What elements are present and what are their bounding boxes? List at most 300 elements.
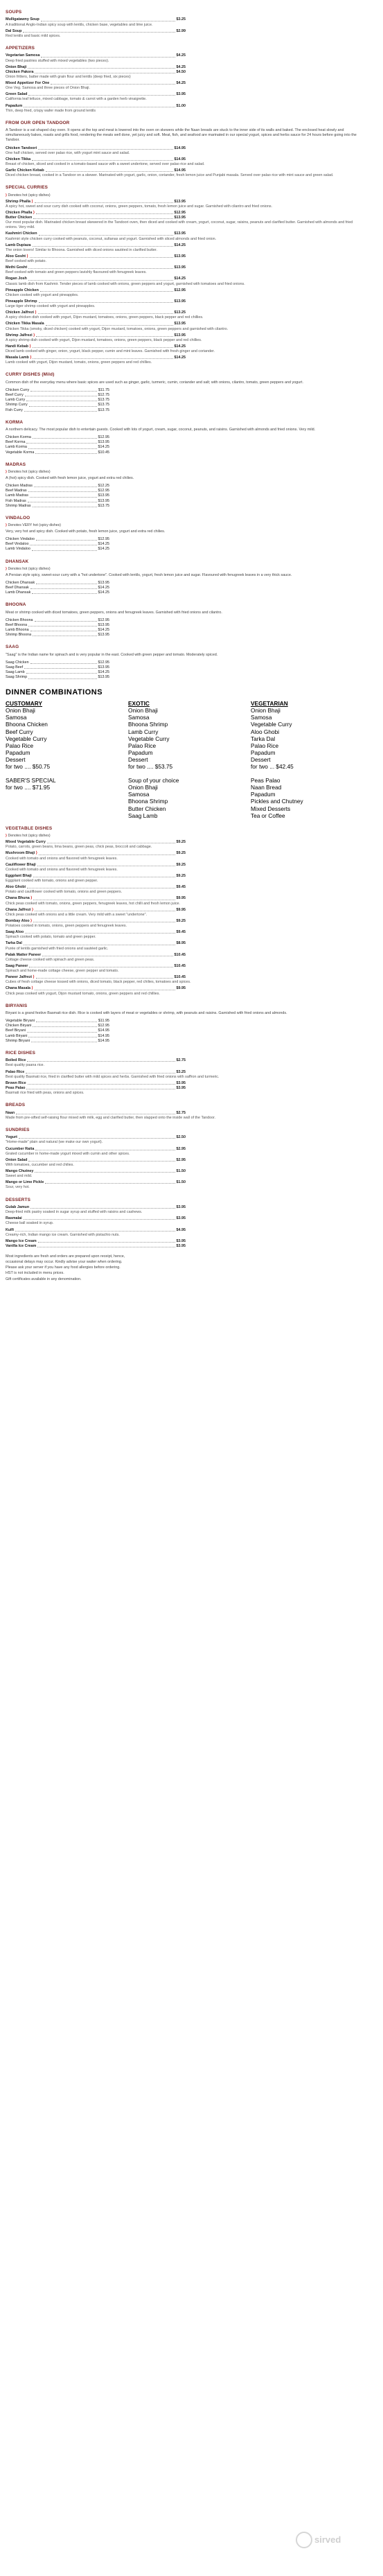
menu-item-name: Chana Jalfrezi [6, 907, 31, 912]
combo-price: for two .... $53.75 [128, 763, 173, 771]
menu-item [6, 299, 186, 304]
price-list [6, 435, 366, 455]
menu-item-name-wrap [6, 919, 32, 924]
menu-item-price: $12.95 [174, 210, 186, 215]
menu-item-name-wrap [6, 908, 33, 913]
section-title: BHOONA [6, 602, 26, 608]
price-list-item [6, 537, 109, 542]
menu-item [6, 200, 186, 204]
menu-item-description: Cooked with tomato and onions and flavored with fenugreek leaves. [6, 856, 118, 861]
combo-item: Samosa [128, 714, 150, 721]
menu-item-price: $13.95 [174, 254, 186, 259]
menu-item-price: $10.45 [174, 975, 186, 980]
menu-item-name-wrap [6, 975, 35, 980]
menu-item-name-wrap [6, 200, 33, 204]
price-list-name: Shrimp Curry [6, 403, 28, 408]
menu-item-description: Chick peas cooked with tomato, onions, green peppers, fenugreek leaves, hot chilli and fresh lemon juice. [6, 901, 181, 906]
menu-item-name: Chicken Tikka [6, 157, 31, 161]
section-title: CURRY DISHES (Mild) [6, 372, 55, 378]
menu-item-price: $4.50 [176, 69, 186, 74]
menu-item [6, 908, 186, 913]
menu-item-name-wrap [6, 1239, 37, 1244]
menu-section [6, 559, 366, 596]
price-list-item [6, 450, 109, 455]
menu-item-price: $10.45 [174, 963, 186, 968]
leader-dots [28, 265, 172, 269]
menu-item-name-wrap [6, 157, 30, 162]
menu-item-price: $4.25 [176, 64, 186, 69]
price-list-item [6, 408, 109, 413]
price-list-price: $12.95 [98, 489, 109, 493]
leader-dots [33, 504, 97, 507]
combo-item: Vegetable Curry [6, 735, 47, 742]
price-list-item [6, 440, 109, 445]
menu-item-description: Cubes of fresh cottage cheese tossed with onions, diced tomato, black pepper, red chilies, tomatoes and spices. [6, 980, 191, 985]
section-note [6, 470, 366, 475]
menu-item-name-wrap [6, 1244, 36, 1249]
section-intro: Very, very hot and spicy dish. Cooked with potato, fresh lemon juice, yogurt and extra red chilies. [6, 529, 166, 534]
menu-item [6, 1147, 186, 1152]
section-intro: A (hot) spicy dish. Cooked with fresh lemon juice, yogurt and extra red chilies. [6, 476, 134, 481]
price-list-price: $13.95 [98, 440, 109, 445]
menu-item-name: Rogan Josh [6, 277, 27, 281]
leader-dots [32, 547, 97, 550]
menu-item [6, 1070, 186, 1075]
section-title: KORMA [6, 419, 24, 425]
menu-item-description: Cooked with tomato and onions and flavored with fenugreek leaves. [6, 867, 118, 872]
section-title: DESSERTS [6, 1197, 31, 1202]
section-title: SUNDRIES [6, 1127, 30, 1132]
menu-item-description: Eggplant cooked with tomato, onions and green pepper. [6, 879, 98, 883]
menu-item-price: $2.95 [176, 1146, 186, 1151]
menu-item-name: Aloo Gosht [6, 254, 26, 259]
leader-dots [27, 885, 175, 888]
leader-dots [30, 628, 97, 631]
price-list-item [6, 484, 109, 489]
menu-item-price: $9.25 [176, 862, 186, 867]
menu-item-price: $14.95 [174, 146, 186, 150]
price-list-price: $12.25 [98, 484, 109, 489]
menu-item-price: $3.95 [176, 92, 186, 97]
footer-line: HST is not included in menu prices. [6, 1271, 64, 1276]
watermark-logo-icon [296, 2532, 312, 2548]
price-list-item [6, 489, 109, 493]
price-list-item [6, 435, 109, 440]
leader-dots [28, 623, 96, 627]
combo-item: Lamb Curry [128, 728, 159, 735]
menu-item-description: Potatoes cooked in tomato, onions, green peppers and fenugreek leaves. [6, 924, 127, 928]
menu-item-price: $14.25 [174, 243, 186, 247]
menu-item-name: Chicken Pakora [6, 69, 34, 74]
menu-item-description: Purée of lentils garnished with fried onions and sautéed garlic. [6, 946, 109, 951]
saber-item: Mixed Desserts [251, 805, 291, 812]
menu-item-price: $13.95 [174, 322, 186, 326]
leader-dots [24, 665, 96, 669]
menu-item-name: Green Salad [6, 92, 28, 97]
combo-grid [6, 700, 366, 770]
price-list [6, 660, 366, 681]
menu-item-name: Chicken Tandoori [6, 146, 37, 150]
menu-item-description: A spicy shrimp dish cooked with yogurt, Dijon mustard, tomatoes, onions, green peppers, black pepper and red chillies. [6, 338, 202, 342]
leader-dots [26, 398, 96, 401]
section-intro: Meat or shrimp cooked with diced tomatoes, green peppers, onions and fenugreek leaves. Garnished with fried onions and cilantro. [6, 610, 222, 615]
menu-item [6, 168, 186, 173]
menu-item-name: Chana Masala [6, 986, 30, 991]
chili-icon: ⟩ [26, 254, 28, 259]
menu-item [6, 964, 186, 969]
menu-item [6, 1058, 186, 1063]
leader-dots [32, 157, 172, 161]
section-intro: A Persian style spicy, sweet-sour curry with a "hot undertone". Cooked with lentils, yogurt, fresh lemon juice and sugar. Flavoured with fenugreek leaves in a very thick sauce. [6, 572, 292, 577]
price-list-item [6, 623, 109, 628]
menu-item-name-wrap [6, 254, 28, 259]
price-list-item [6, 670, 109, 675]
menu-item-description: Deep fried pastries stuffed with mixed vegetables (two pieces). [6, 58, 109, 63]
leader-dots [38, 146, 172, 150]
menu-item [6, 1081, 186, 1086]
menu-item-name: Handi Kebab [6, 344, 28, 349]
menu-item-name: Pineapple Shrimp [6, 299, 37, 304]
leader-dots [37, 863, 175, 866]
leader-dots [29, 403, 97, 406]
saber-price: for two .... $71.95 [6, 784, 51, 791]
watermark-text: sirved [314, 2534, 341, 2546]
price-list-item [6, 633, 109, 638]
menu-item-name-wrap [6, 1169, 33, 1174]
leader-dots [41, 53, 175, 57]
leader-dots [30, 388, 97, 392]
menu-item-name: Chicken Phalla [6, 210, 33, 215]
leader-dots [36, 581, 96, 584]
section-note [6, 523, 366, 528]
menu-item [6, 1239, 186, 1244]
price-list-item [6, 393, 109, 398]
menu-item-description: Beef cooked with potato. [6, 259, 47, 264]
section-note-text: Denotes hot (spicy dishes) [8, 470, 51, 475]
menu-item-description: Cheese ball soaked in syrup. [6, 1221, 54, 1226]
menu-item-name: Saag Paneer [6, 963, 28, 968]
price-list-name: Chicken Biryani [6, 1024, 32, 1028]
menu-item-name-wrap [6, 277, 27, 281]
menu-item-name: Chicken Tikka Masala [6, 322, 44, 326]
leader-dots [39, 299, 173, 303]
combo-price: for two ... $42.45 [251, 763, 294, 771]
menu-item-description: Lamb cooked with yogurt, Dijon mustard, tomato, onions, green peppers and red chillies. [6, 360, 152, 365]
section-title: MADRAS [6, 462, 26, 467]
price-list-price: $12.95 [98, 1024, 109, 1028]
price-list-item [6, 1034, 109, 1039]
menu-item-name-wrap [6, 81, 49, 86]
price-list-name: Saag Lamb [6, 670, 25, 675]
menu-item-name: Onion Salad [6, 1157, 28, 1162]
menu-item [6, 1216, 186, 1221]
price-list-name: Chicken Madras [6, 484, 33, 489]
leader-dots [33, 633, 96, 636]
menu-item-price: $9.25 [176, 918, 186, 923]
menu-item [6, 863, 186, 868]
price-list-price: $13.95 [98, 665, 109, 670]
menu-item [6, 874, 186, 879]
menu-item-name: Naan [6, 1110, 15, 1115]
menu-item-name: Saag Aloo [6, 930, 24, 935]
menu-section [6, 372, 366, 412]
section-title: FROM OUR OPEN TANDOOR [6, 120, 70, 125]
price-list-name: Beef Vindaloo [6, 542, 29, 547]
leader-dots [26, 670, 97, 674]
menu-item-name: Mushroom Bhaji [6, 851, 35, 856]
menu-item-price: $4.25 [176, 81, 186, 86]
menu-item [6, 81, 186, 86]
menu-item-price: $2.50 [176, 1135, 186, 1140]
menu-item-price: $9.25 [176, 840, 186, 845]
menu-item-description: Classic lamb dish from Kashmir. Tender pieces of lamb cooked with onions, green peppers and yogurt, garnished with tomatoes and fried onions. [6, 281, 245, 286]
price-list-price: $13.75 [98, 408, 109, 412]
menu-item-name: Peas Palao [6, 1085, 26, 1090]
menu-item-price: $9.25 [176, 873, 186, 878]
leader-dots [33, 435, 97, 439]
price-list-item [6, 388, 109, 393]
menu-item [6, 356, 186, 360]
leader-dots [28, 1034, 96, 1037]
price-list-name: Saag Chicken [6, 660, 29, 665]
section-title: SOUPS [6, 10, 22, 15]
footer-line: Gift certificates available in any denomination. [6, 1277, 82, 1281]
price-list-name: Lamb Korma [6, 445, 27, 450]
menu-item-name-wrap [6, 211, 35, 216]
price-list-price: $14.25 [98, 547, 109, 552]
menu-item-name: Mango or Lime Pickle [6, 1180, 44, 1185]
menu-item [6, 1180, 186, 1185]
leader-dots [33, 1024, 96, 1027]
menu-section [6, 645, 366, 680]
menu-item [6, 157, 186, 162]
menu-item [6, 17, 186, 22]
menu-item-price: $1.00 [176, 103, 186, 108]
menu-item-description: Deep-fried milk pastry soaked in sugar syrup and stuffed with raisins and cashews. [6, 1210, 143, 1215]
menu-item [6, 216, 186, 220]
combo-column [251, 700, 366, 770]
menu-item-name-wrap [6, 333, 35, 338]
leader-dots [28, 1158, 175, 1162]
combo-item: Palao Rice [251, 742, 279, 749]
leader-dots [36, 333, 172, 337]
menu-item [6, 344, 186, 349]
price-list-price: $10.45 [98, 450, 109, 455]
section-intro: Biryani is a grand festive Basmati rice dish. Rice is cooked with layers of meat or vegetables or shrimp, with peanuts and raisins. Garnished with fried onions and almonds. [6, 1011, 287, 1016]
saber-heading: SABER'S SPECIAL [6, 777, 56, 785]
saber-item: Naan Bread [251, 784, 282, 791]
menu-item-name-wrap [6, 1070, 24, 1075]
menu-section [6, 602, 366, 638]
menu-item-name: Boiled Rice [6, 1058, 26, 1063]
price-list-price: $14.25 [98, 586, 109, 590]
menu-section [6, 1004, 366, 1044]
menu-item-price: $2.75 [176, 1058, 186, 1063]
menu-item-name: Brown Rice [6, 1080, 26, 1085]
menu-item-price: $13.95 [174, 216, 186, 220]
menu-item [6, 254, 186, 259]
leader-dots [33, 356, 172, 359]
menu-item-description: Potato, carrots, green beans, lima beans, green peas, chick peas, broccoli and cabbage. [6, 845, 152, 850]
price-list-price: $14.25 [98, 670, 109, 675]
menu-item [6, 930, 186, 935]
menu-section [6, 185, 366, 365]
leader-dots [26, 1086, 175, 1089]
saber-heading-column [6, 777, 121, 819]
section-title: RICE DISHES [6, 1050, 36, 1055]
menu-item-name-wrap [6, 65, 26, 70]
chili-icon: ⟩ [32, 210, 35, 215]
menu-section [6, 462, 366, 509]
menu-item-price: $3.25 [176, 17, 186, 22]
combo-item: Onion Bhaji [128, 707, 158, 715]
saber-item: Butter Chicken [128, 805, 166, 812]
menu-item [6, 310, 186, 315]
menu-item [6, 1205, 186, 1210]
leader-dots [33, 344, 173, 348]
leader-dots [36, 537, 97, 541]
menu-item-description: Large tiger shrimp cooked with yogurt and pineapples. [6, 304, 96, 309]
menu-section [6, 1128, 366, 1191]
menu-item-price: $9.45 [176, 885, 186, 890]
menu-item [6, 243, 186, 248]
price-list-item [6, 403, 109, 408]
menu-item-description: Onion fritters, batter made with grain flour and lentils (deep fried, six pieces) [6, 74, 131, 79]
price-list-name: Chicken Korma [6, 435, 31, 440]
menu-item-name: Masala Lamb [6, 356, 29, 360]
menu-item [6, 265, 186, 270]
combo-item: Dessert [6, 755, 26, 763]
menu-item-price: $14.25 [174, 356, 186, 360]
section-intro: A Tandoor is a vat shaped clay oven. It opens at the top and meat is lowered into the oven on skewers while the Naan breads are stuck to the inner side of its walls and baked. The enclosed heat slowly and simultaneously bakes, roasts and grills food, rendering the meats well done, yet juicy and soft. Meat, fish, and seafood are marinated in our special yogurt, spices and herbs sauce for 24 hours before going into the Tandoor. [6, 128, 357, 143]
menu-item-price: $9.45 [176, 930, 186, 935]
menu-item-name: Kashmiri Chicken [6, 231, 37, 236]
menu-item-name-wrap [6, 1158, 27, 1163]
saber-column [251, 777, 366, 819]
leader-dots [30, 254, 173, 258]
chili-icon: ⟩ [35, 851, 37, 856]
leader-dots [35, 1147, 175, 1150]
menu-item [6, 231, 186, 236]
leader-dots [28, 1081, 175, 1085]
menu-item-name-wrap [6, 322, 44, 326]
combo-price: for two .... $50.75 [6, 763, 51, 771]
menu-item-name-wrap [6, 1228, 14, 1233]
price-list-item [6, 628, 109, 633]
menu-item-description: Chicken Tikka (smoky, diced chicken) cooked with yogurt, Dijon mustard, tomatoes, onions, green peppers and garnished with cilantro. [6, 326, 229, 331]
menu-item [6, 29, 186, 34]
menu-item-name-wrap [6, 344, 31, 349]
menu-item-price: $4.95 [176, 1227, 186, 1232]
leader-dots [51, 81, 175, 85]
price-list-name: Chicken Curry [6, 388, 30, 392]
section-note-text: Denotes hot (spicy dishes) [8, 834, 51, 839]
menu-section [6, 1103, 366, 1121]
menu-item-name: Shrimp Jalfrezi [6, 333, 33, 338]
price-list-name: Saag Shrimp [6, 675, 28, 680]
menu-item [6, 1244, 186, 1249]
price-list-price: $13.95 [98, 623, 109, 628]
leader-dots [28, 445, 97, 448]
price-list-price: $12.75 [98, 393, 109, 398]
chili-icon: ⟩ [6, 834, 8, 839]
menu-item [6, 333, 186, 338]
menu-item-name-wrap [6, 299, 37, 304]
leader-dots [38, 1239, 175, 1243]
price-list-item [6, 499, 109, 504]
leader-dots [24, 1216, 175, 1220]
menu-item-name: Cauliflower Bhaji [6, 862, 36, 867]
menu-item-price: $10.45 [174, 952, 186, 957]
menu-item-name-wrap [6, 863, 36, 868]
menu-item [6, 1135, 186, 1140]
price-list-item [6, 547, 109, 552]
leader-dots [28, 277, 173, 280]
menu-item-name-wrap [6, 930, 24, 935]
leader-dots [32, 590, 96, 594]
menu-item-price: $14.25 [174, 277, 186, 281]
price-list-name: Shrimp Biryani [6, 1038, 30, 1043]
menu-item-description: Kashmiri style chicken curry cooked with peanuts, coconut, sultanas and yogurt. Garnished with sliced almonds and fried onion. [6, 236, 217, 241]
watermark [296, 2530, 358, 2550]
menu-item-description: Chick peas cooked with yogurt, Dijon mustard tomato, onions, green peppers and red chillies. [6, 991, 160, 996]
menu-item-description: Made from pre-sifted self-raising flour mixed with milk, egg and clarified butter, then slapped onto the inside wall of the Tandoor. [6, 1115, 216, 1120]
menu-item [6, 65, 186, 70]
combo-item: Samosa [251, 714, 272, 721]
price-list-item [6, 493, 109, 498]
menu-item-price: $9.95 [176, 896, 186, 901]
menu-item-price: $8.95 [176, 941, 186, 946]
menu-item-name-wrap [6, 17, 39, 22]
menu-item [6, 277, 186, 281]
leader-dots [24, 941, 175, 945]
price-list-name: Vegetable Korma [6, 450, 35, 455]
leader-dots [40, 288, 173, 292]
menu-item [6, 1169, 186, 1174]
price-list-name: Lamb Biryani [6, 1033, 28, 1038]
leader-dots [35, 200, 173, 203]
saber-item: Tea or Coffee [251, 812, 285, 819]
menu-item-name-wrap [6, 840, 46, 845]
leader-dots [31, 1039, 96, 1042]
price-list-name: Beef Biryani [6, 1028, 26, 1033]
price-list-price: $12.95 [98, 660, 109, 665]
price-list-name: Shrimp Madras [6, 503, 31, 508]
menu-item-name-wrap [6, 1058, 26, 1063]
menu-item-name: Mixed Vegetable Curry [6, 840, 46, 845]
section-title: APPETIZERS [6, 45, 35, 51]
saber-item: Peas Palao [251, 777, 280, 785]
price-list-item [6, 590, 109, 595]
menu-item-price: $3.95 [176, 1205, 186, 1210]
price-list-name: Shrimp Bhoona [6, 633, 32, 638]
menu-item-name: Butter Chicken [6, 216, 33, 220]
section-note [6, 834, 366, 839]
price-list-item [6, 542, 109, 547]
menu-item-name: Chana Bhuna [6, 896, 30, 901]
menu-item-name: Mango Chutney [6, 1169, 34, 1174]
menu-item-name: Kulfi [6, 1227, 14, 1232]
price-list-name: Lamb Madras [6, 493, 28, 498]
leader-dots [25, 930, 175, 934]
menu-item-name-wrap [6, 356, 31, 360]
price-list-item [6, 1024, 109, 1028]
menu-item-description: Best quality paana rice. [6, 1063, 45, 1068]
menu-item-name-wrap [6, 70, 33, 75]
combo-column [6, 700, 121, 770]
menu-item-name: Eggplant Bhaji [6, 873, 32, 878]
leader-dots [24, 408, 97, 412]
